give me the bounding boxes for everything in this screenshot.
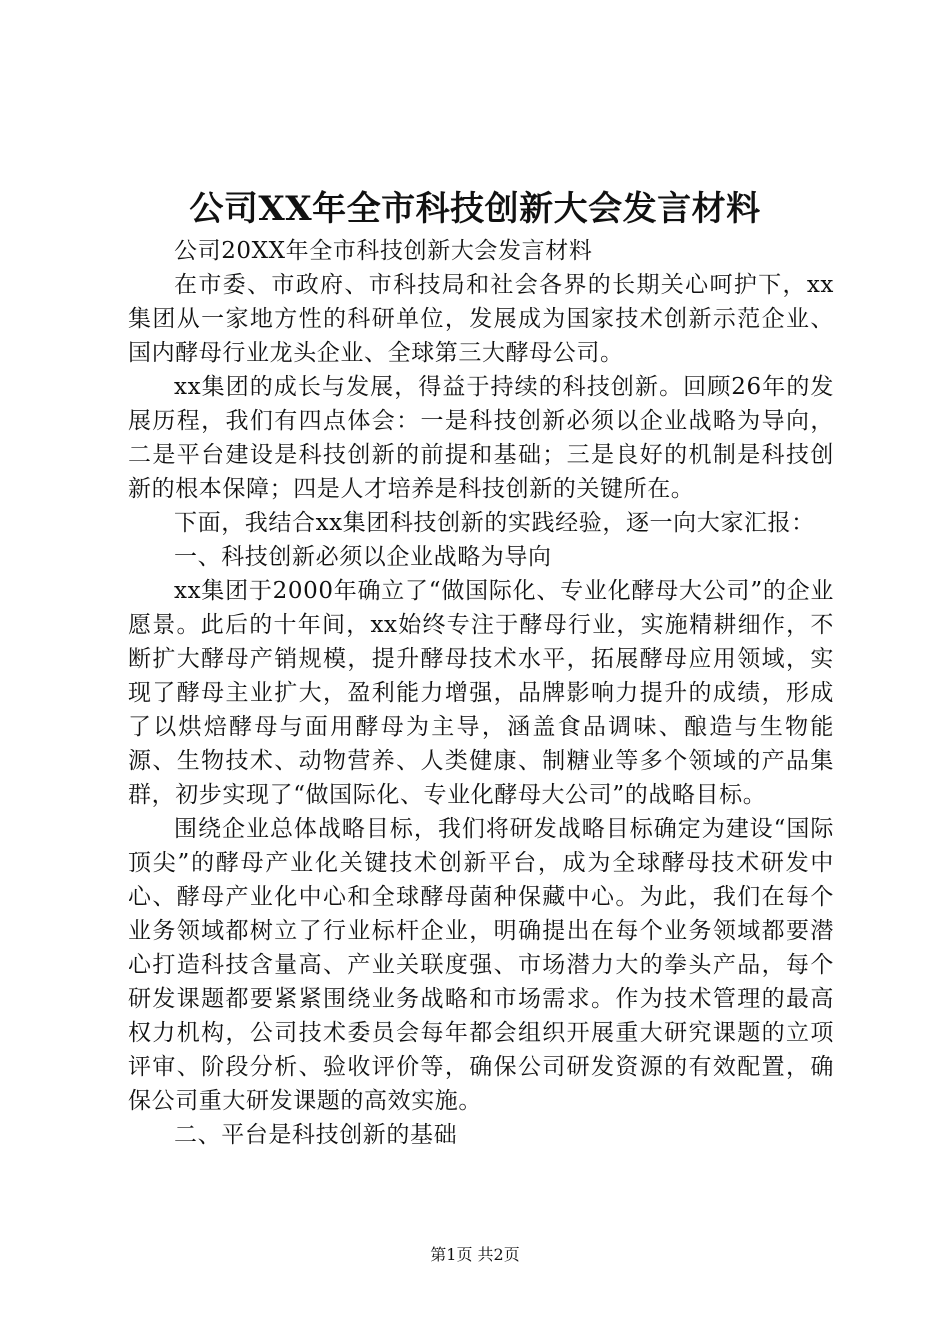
paragraph: 在市委、市政府、市科技局和社会各界的长期关心呵护下，xx集团从一家地方性的科研单位，发展成为国家技术创新示范企业、国内酵母行业龙头企业、全球第三大酵母公司。 (128, 272, 834, 366)
document-body (128, 234, 834, 1152)
section-heading: 一、科技创新必须以企业战略为导向 (174, 544, 552, 570)
section-heading: 二、平台是科技创新的基础 (174, 1122, 458, 1148)
paragraph: xx集团的成长与发展，得益于持续的科技创新。回顾26年的发展历程，我们有四点体会：一是科技创新必须以企业战略为导向，二是平台建设是科技创新的前提和基础；三是良好的机制是科技创新的根本保障；四是人才培养是科技创新的关键所在。 (128, 374, 834, 502)
paragraph: 围绕企业总体战略目标，我们将研发战略目标确定为建设“国际顶尖”的酵母产业化关键技术创新平台，成为全球酵母技术研发中心、酵母产业化中心和全球酵母菌种保藏中心。为此，我们在每个业务领域都树立了行业标杆企业，明确提出在每个业务领域都要潜心打造科技含量高、产业关联度强、市场潜力大的拳头产品，每个研发课题都要紧紧围绕业务战略和市场需求。作为技术管理的最高权力机构，公司技术委员会每年都会组织开展重大研究课题的立项评审、阶段分析、验收评价等，确保公司研发资源的有效配置，确保公司重大研发课题的高效实施。 (128, 816, 834, 1114)
page-footer: 第1页 共2页 (430, 1245, 520, 1264)
paragraph-subtitle: 公司20XX年全市科技创新大会发言材料 (174, 238, 593, 264)
document-title: 公司XX年全市科技创新大会发言材料 (189, 189, 761, 229)
paragraph: xx集团于2000年确立了“做国际化、专业化酵母大公司”的企业愿景。此后的十年间，xx始终专注于酵母行业，实施精耕细作，不断扩大酵母产销规模，提升酵母技术水平，拓展酵母应用领域，实现了酵母主业扩大，盈利能力增强，品牌影响力提升的成绩，形成了以烘焙酵母与面用酵母为主导，涵盖食品调味、酿造与生物能源、生物技术、动物营养、人类健康、制糖业等多个领域的产品集群，初步实现了“做国际化、专业化酵母大公司”的战略目标。 (128, 578, 834, 808)
paragraph: 下面，我结合xx集团科技创新的实践经验，逐一向大家汇报： (174, 510, 815, 536)
